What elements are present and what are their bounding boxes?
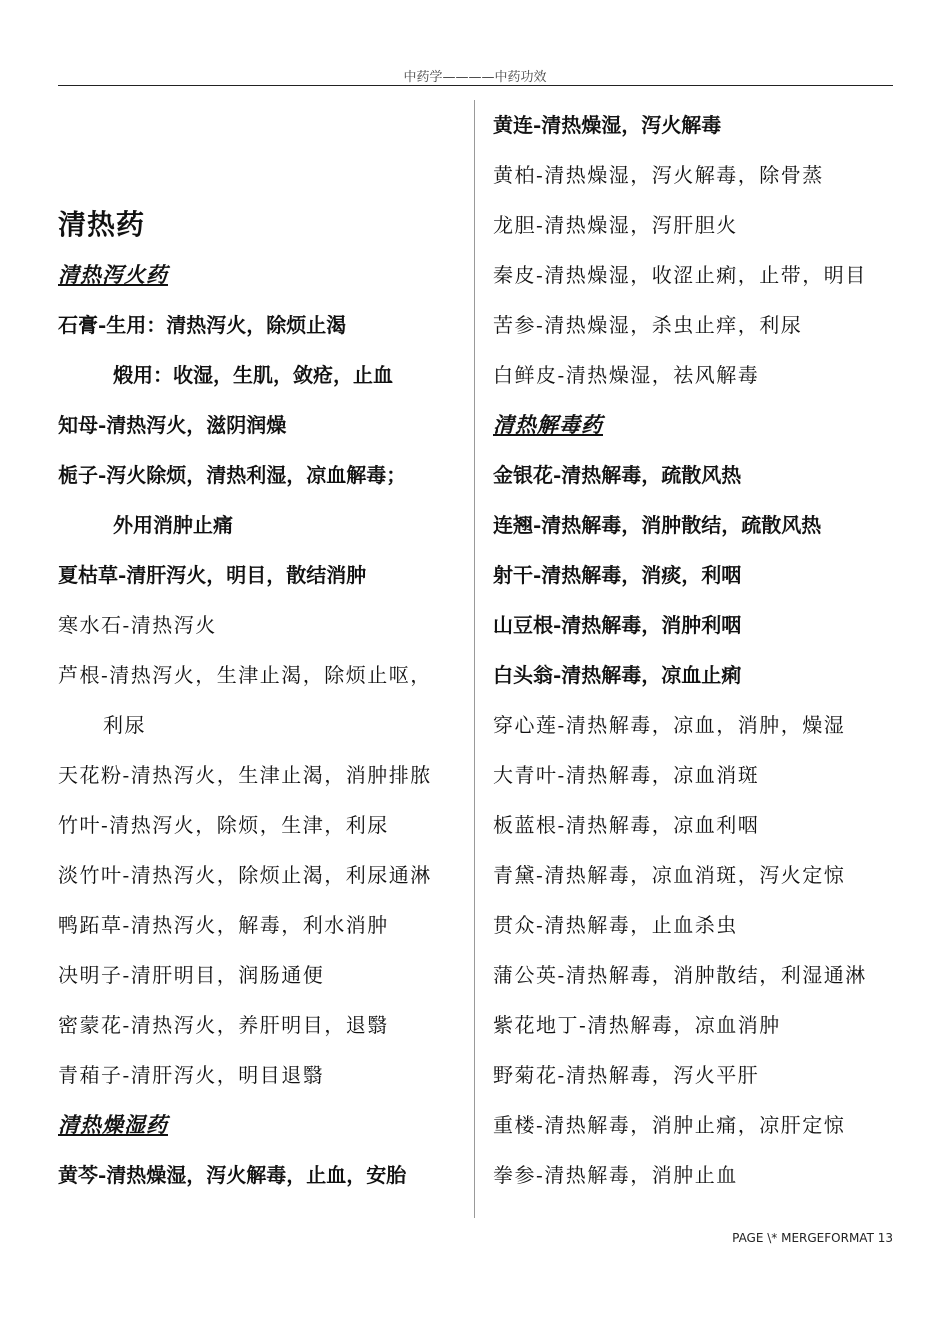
entry-banlangen: 板蓝根-清热解毒，凉血利咽 — [493, 813, 760, 837]
entry-mimenghua: 密蒙花-清热泻火，养肝明目，退翳 — [58, 1013, 389, 1037]
entry-quanshen: 拳参-清热解毒，消肿止血 — [493, 1163, 738, 1187]
entry-qingdai: 青黛-清热解毒，凉血消斑，泻火定惊 — [493, 863, 846, 887]
entry-lianqiao: 连翘-清热解毒，消肿散结，疏散风热 — [493, 513, 822, 537]
entry-baitouweng: 白头翁-清热解毒，凉血止痢 — [493, 663, 742, 687]
page-footer: PAGE \* MERGEFORMAT 13 — [732, 1231, 893, 1245]
entry-lugen-cont: 利尿 — [103, 713, 146, 737]
entry-huanglian: 黄连-清热燥湿，泻火解毒 — [493, 113, 722, 137]
entry-shigao-calcined: 煅用：收湿，生肌，敛疮，止血 — [113, 363, 393, 387]
entry-tianhuafen: 天花粉-清热泻火，生津止渴，消肿排脓 — [58, 763, 432, 787]
header-rule — [58, 85, 893, 86]
left-column — [58, 100, 458, 1200]
entry-pugongying: 蒲公英-清热解毒，消肿散结，利湿通淋 — [493, 963, 867, 987]
section-heading-qingre-jiedu: 清热解毒药 — [493, 412, 603, 437]
right-column — [493, 100, 893, 1200]
entry-guanzhong: 贯众-清热解毒，止血杀虫 — [493, 913, 738, 937]
entry-shigao: 石膏-生用：清热泻火，除烦止渴 — [58, 313, 347, 337]
entry-juemingzi: 决明子-清肝明目，润肠通便 — [58, 963, 325, 987]
entry-yejuhua: 野菊花-清热解毒，泻火平肝 — [493, 1063, 760, 1087]
entry-jinyinhua: 金银花-清热解毒，疏散风热 — [493, 463, 742, 487]
entry-baixianpi: 白鲜皮-清热燥湿，祛风解毒 — [493, 363, 760, 387]
entry-danzhuye: 淡竹叶-清热泻火，除烦止渴，利尿通淋 — [58, 863, 432, 887]
entry-lugen: 芦根-清热泻火，生津止渴，除烦止呕， — [58, 663, 432, 687]
entry-kushen: 苦参-清热燥湿，杀虫止痒，利尿 — [493, 313, 803, 337]
page-header: 中药学————中药功效 — [403, 70, 547, 85]
section-heading-qingre-zaoshi: 清热燥湿药 — [58, 1112, 168, 1137]
entry-shandougen: 山豆根-清热解毒，消肿利咽 — [493, 613, 742, 637]
entry-longdan: 龙胆-清热燥湿，泻肝胆火 — [493, 213, 738, 237]
top-spacer — [58, 100, 458, 200]
entry-huangqin: 黄芩-清热燥湿，泻火解毒，止血，安胎 — [58, 1163, 407, 1187]
entry-chuanxinlian: 穿心莲-清热解毒，凉血，消肿，燥湿 — [493, 713, 846, 737]
entry-daqingye: 大青叶-清热解毒，凉血消斑 — [493, 763, 760, 787]
section-heading-qingre-xiehuo: 清热泻火药 — [58, 262, 168, 287]
column-divider — [474, 100, 475, 1218]
entry-zhizi: 栀子-泻火除烦，清热利湿，凉血解毒； — [58, 463, 407, 487]
entry-yazhicao: 鸭跖草-清热泻火，解毒，利水消肿 — [58, 913, 389, 937]
entry-chonglou: 重楼-清热解毒，消肿止痛，凉肝定惊 — [493, 1113, 846, 1137]
entry-qinpi: 秦皮-清热燥湿，收涩止痢，止带，明目 — [493, 263, 867, 287]
entry-zhuye: 竹叶-清热泻火，除烦，生津，利尿 — [58, 813, 389, 837]
entry-qingxiangzi: 青葙子-清肝泻火，明目退翳 — [58, 1063, 325, 1087]
entry-zhimu: 知母-清热泻火，滋阴润燥 — [58, 413, 287, 437]
entry-huangbai: 黄柏-清热燥湿，泻火解毒，除骨蒸 — [493, 163, 824, 187]
entry-xiakucao: 夏枯草-清肝泻火，明目，散结消肿 — [58, 563, 367, 587]
entry-shegan: 射干-清热解毒，消痰，利咽 — [493, 563, 742, 587]
entry-zihuadiding: 紫花地丁-清热解毒，凉血消肿 — [493, 1013, 781, 1037]
entry-zhizi-cont: 外用消肿止痛 — [113, 513, 233, 537]
entry-hanshuishi: 寒水石-清热泻火 — [58, 613, 217, 637]
chapter-title: 清热药 — [58, 208, 146, 241]
